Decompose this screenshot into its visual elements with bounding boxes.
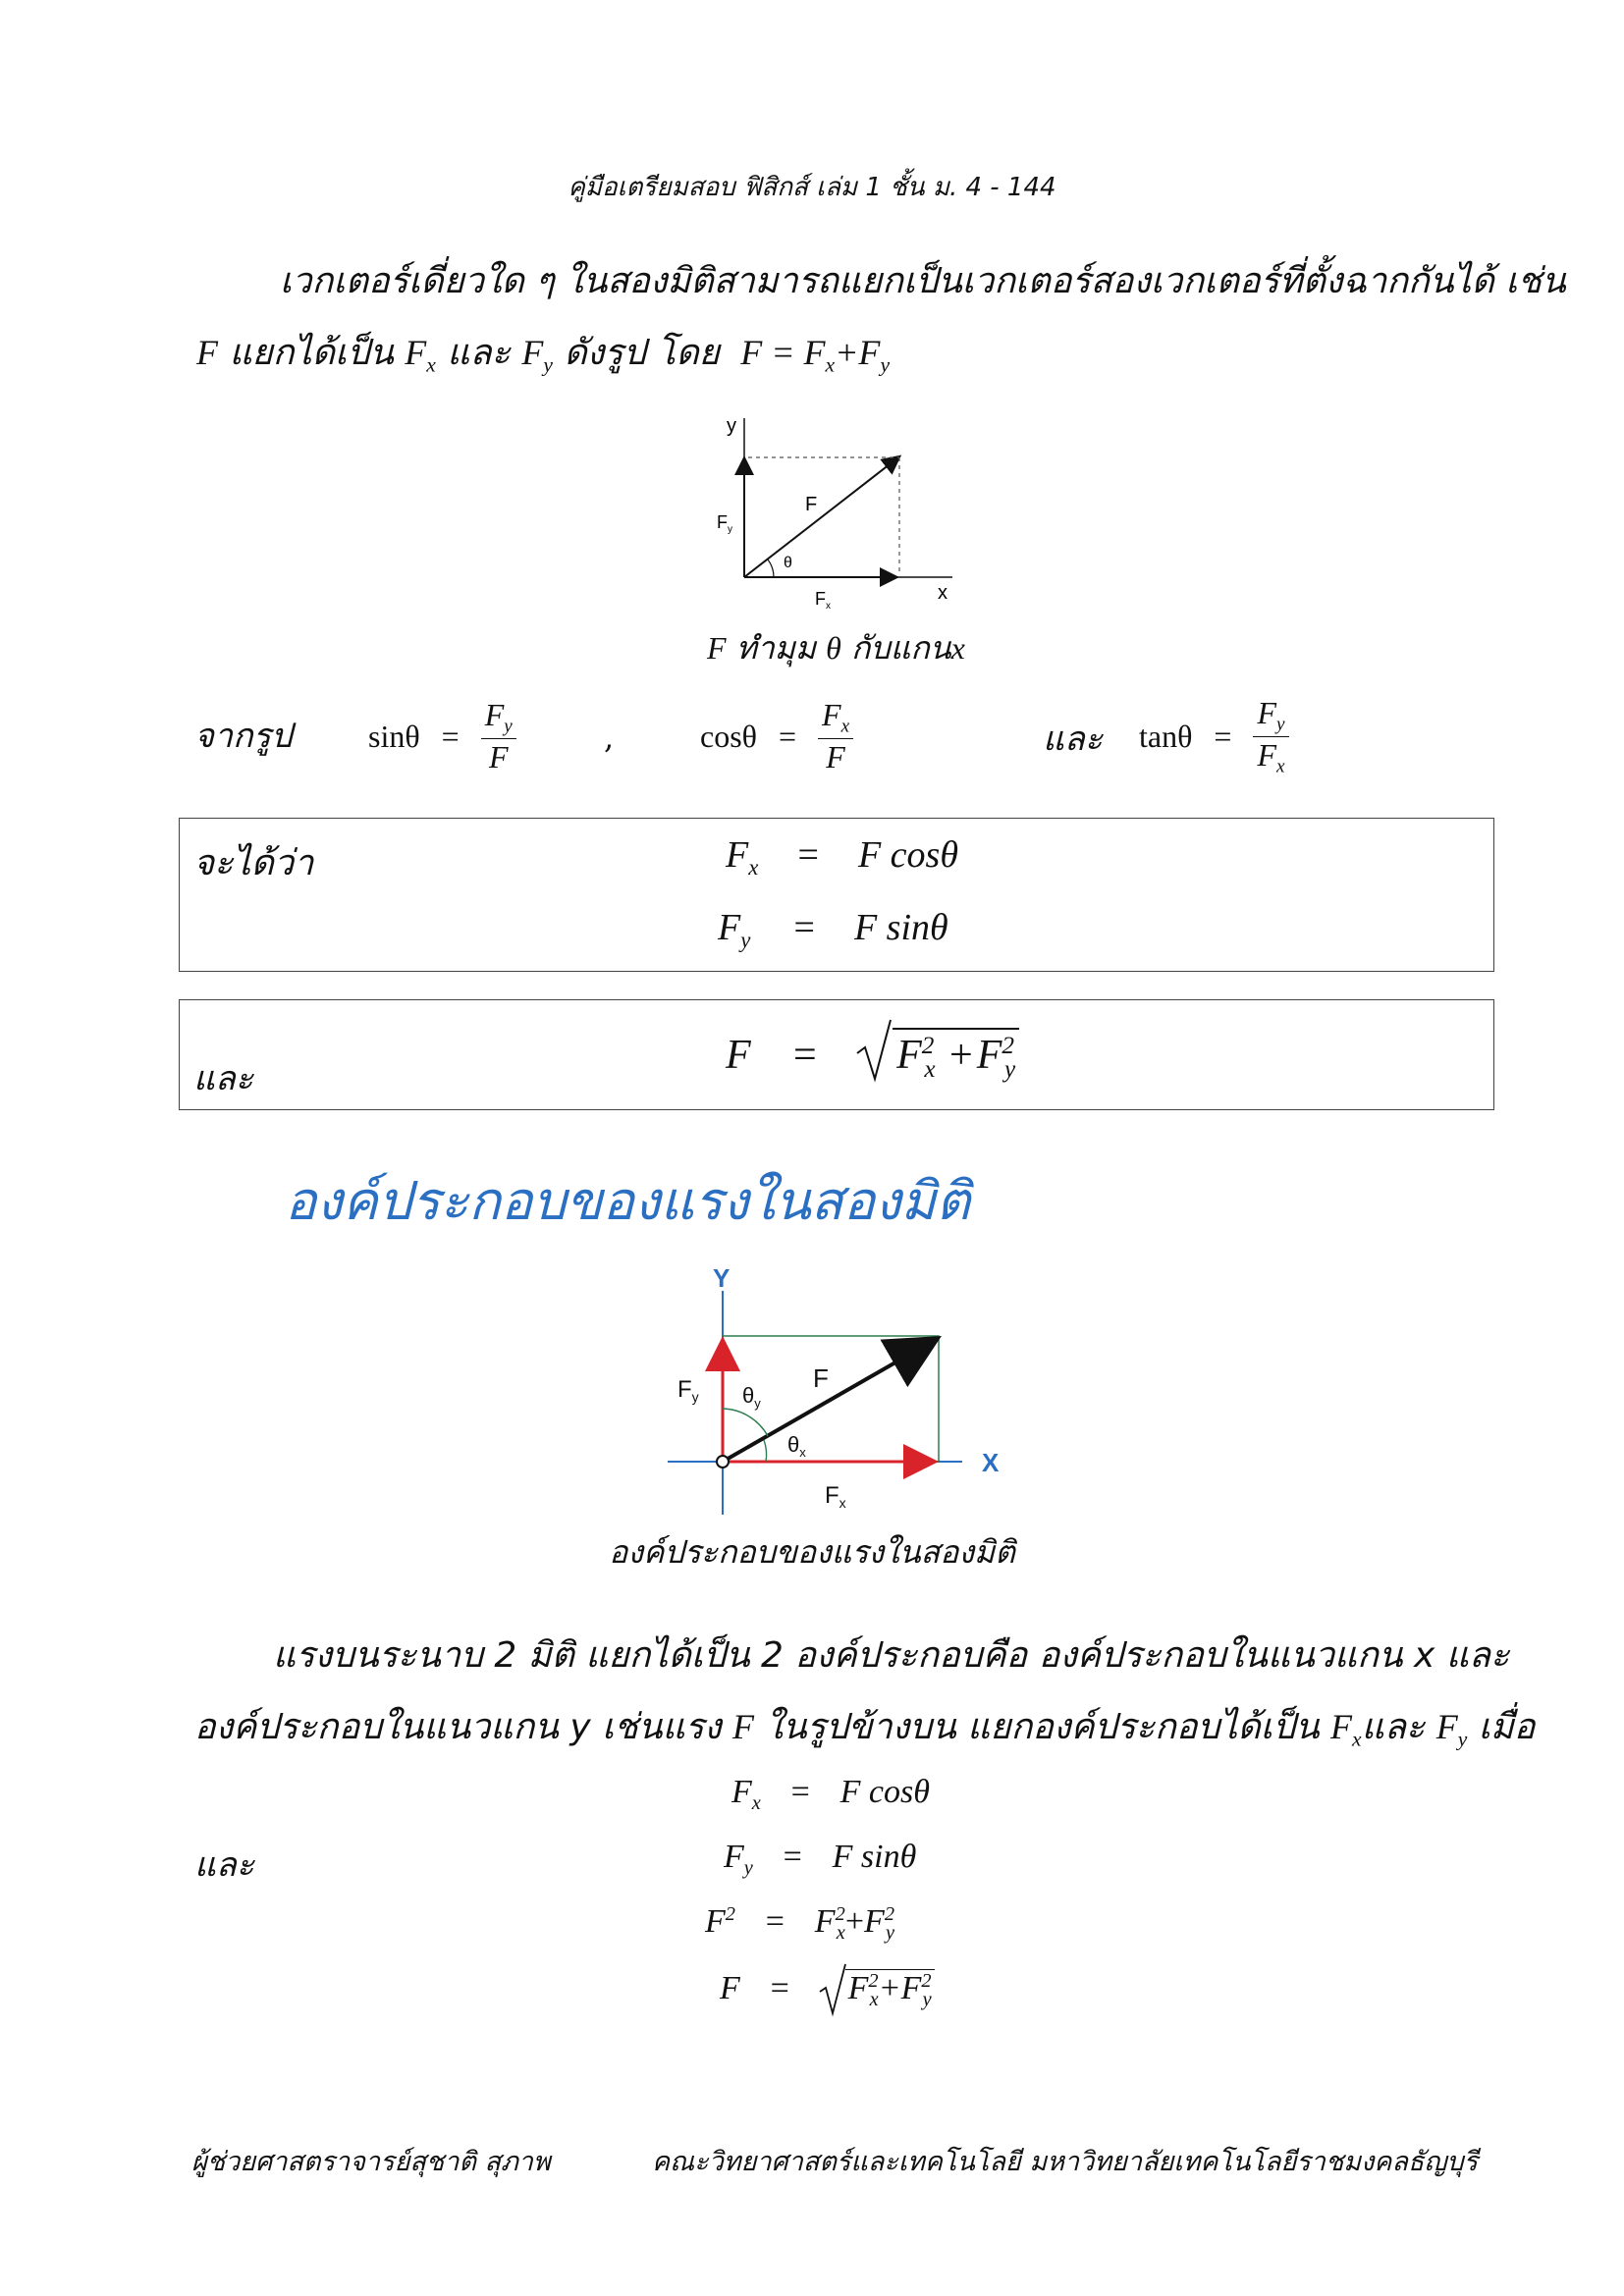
footer-institution: คณะวิทยาศาสตร์และเทคโนโลยี มหาวิทยาลัยเทคโนโลยีราชมงคลธัญบุรี	[652, 2147, 1478, 2177]
equation-fx: $F_x = F$ cosθ	[731, 1774, 930, 1815]
box2-eq-magnitude: F = $F^2_x +F^2_y$	[726, 1028, 1019, 1084]
fig1-label-x: x	[938, 582, 947, 604]
fig2-label-Y: Y	[713, 1263, 731, 1293]
intro-line-2	[196, 316, 890, 401]
fig2-label-theta-y: $\theta_y$	[742, 1383, 761, 1411]
sqrt-symbol-2	[818, 1962, 847, 2017]
fig1-label-y: y	[727, 415, 736, 437]
intro-line-1: เวกเตอร์เดี่ยวใด ๆ ในสองมิติสามารถแยกเป็นเวกเตอร์สองเวกเตอร์ที่ตั้งฉากกันได้ เช่น	[280, 261, 1566, 301]
box1-label: จะได้ว่า	[193, 843, 314, 883]
from-figure-label: จากรูป	[194, 717, 293, 756]
sqrt-symbol	[855, 1018, 894, 1083]
equation-f-squared: $F^2 = F^2_x+F^2_y$	[705, 1902, 895, 1945]
fig2-label-X: X	[982, 1448, 1000, 1477]
arrow-F	[744, 457, 898, 577]
para2-line-2: องค์ประกอบในแนวแกน y เช่นแรง F ในรูปข้างบน แยกองค์ประกอบได้เป็น $F_x$และ $F_y$ เมื่อ	[194, 1707, 1536, 1751]
equation-fy: $F_y = F$ sinθ	[724, 1839, 917, 1880]
vector-Fx: $F_x$	[405, 333, 436, 377]
fig1-label-F: F	[805, 494, 818, 515]
text-as-shown: ดังรูป โดย	[564, 333, 720, 373]
section-heading: องค์ประกอบของแรงในสองมิติ	[285, 1170, 971, 1232]
vector-Fy: $F_y$	[521, 333, 553, 377]
footer-author: ผู้ช่วยศาสตราจารย์สุชาติ สุภาพ	[191, 2147, 551, 2177]
fig2-label-Fy: $F_y$	[677, 1376, 699, 1405]
theta-arc	[768, 560, 774, 577]
fig1-label-Fx: $F_x$	[815, 589, 831, 612]
result-box-components	[179, 818, 1494, 972]
box1-eq-fy: $F_y = F$ sinθ	[718, 907, 948, 952]
theta-y-arc	[723, 1409, 768, 1436]
origin-point	[717, 1456, 729, 1468]
figure1-caption: F ทำมุม θ กับแกนx	[707, 629, 965, 667]
equation-f-root: F = $F^2_x+F^2_y$	[720, 1968, 935, 2011]
figure2-svg	[658, 1261, 1021, 1526]
comma-separator: ,	[604, 719, 615, 756]
figure2-caption: องค์ประกอบของแรงในสองมิติ	[609, 1533, 1015, 1571]
vector-F: F	[196, 333, 218, 372]
fig2-label-Fx: $F_x$	[825, 1482, 846, 1511]
fig2-label-F: F	[813, 1363, 829, 1393]
text-and: และ	[447, 333, 511, 373]
para2-line-1: แรงบนระนาบ 2 มิติ แยกได้เป็น 2 องค์ประกอบคือ องค์ประกอบในแนวแกน x และ	[273, 1635, 1510, 1676]
cos-ratio: cosθ = $\frac{F_x}{F}$	[700, 682, 853, 790]
vector-sum-equation: $F = F_x+F_y$	[740, 333, 891, 377]
theta-x-arc	[764, 1440, 767, 1462]
figure1-svg	[707, 412, 962, 618]
fig2-label-theta-x: $\theta_x$	[787, 1432, 806, 1460]
result-box-magnitude	[179, 999, 1494, 1110]
tan-ratio: tanθ = $\frac{F_y}{F_x}$	[1139, 682, 1289, 790]
box2-label: และ	[193, 1059, 254, 1098]
page-footer	[191, 2140, 1478, 2182]
text-split: แยกได้เป็น	[229, 333, 394, 373]
fig1-label-theta: θ	[784, 555, 792, 571]
figure-force-components	[658, 1261, 1021, 1526]
and-label: และ	[1043, 720, 1104, 759]
page-header: คู่มือเตรียมสอบ ฟิสิกส์ เล่ม 1 ชั้น ม. 4 - 144	[568, 173, 1056, 202]
fig1-label-Fy: $F_y$	[717, 512, 732, 535]
equations-and-label: และ	[194, 1845, 255, 1885]
sin-ratio: sinθ = $\frac{F_y}{F}$	[368, 682, 516, 790]
box1-eq-fx: $F_x = F$ cosθ	[726, 834, 959, 880]
figure-vector-resolution	[707, 412, 962, 618]
